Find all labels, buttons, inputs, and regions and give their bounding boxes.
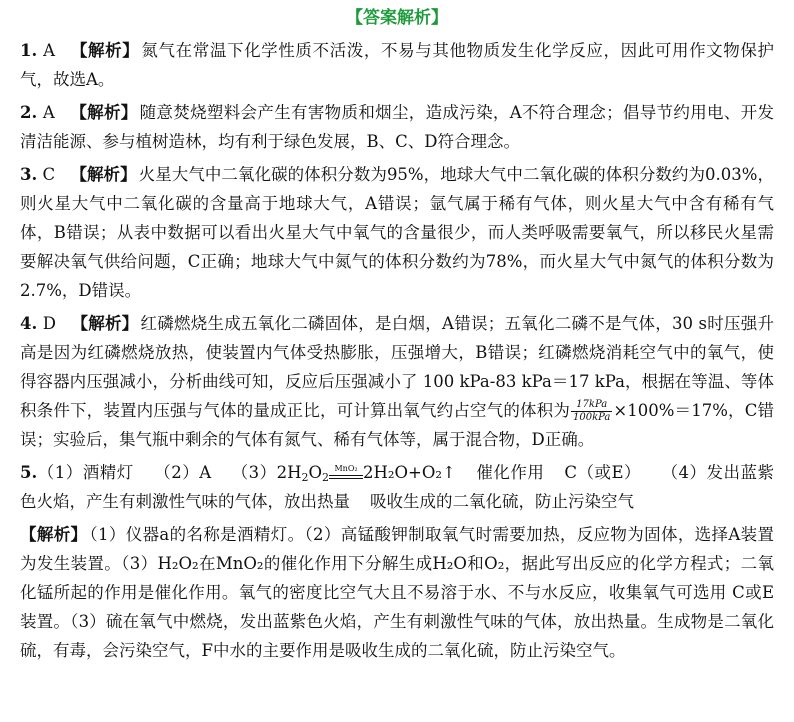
answer-item-4 — [20, 309, 774, 454]
q5-part4b: 吸收生成的二氧化硫，防止污染空气 — [370, 492, 634, 511]
fraction — [571, 399, 612, 424]
q5-part1: （1）酒精灯 — [37, 463, 134, 482]
q5-analysis-text: （1）仪器a的名称是酒精灯。（2）高锰酸钾制取氧气时需要加热，反应物为固体，选择A装置为发生装置。（3） — [20, 525, 775, 573]
analysis-text-continued: ×100%＝17%，C错误；实验后，集气瓶中剩余的气体有氮气、稀有气体等，属于混合物，D正确。 — [20, 401, 775, 449]
reaction-equals-sign — [329, 465, 363, 483]
answer-item-5: 5.（1）酒精灯 （2）A $(3)2H_2O_2$ MnO₂ 2H₂O+O₂↑ 催化作用 C（或E） （4）发出蓝紫色火焰，产生有刺激性气味的气体，放出热量 吸收生成的二氧化硫，防止污染空气 — [20, 463, 775, 511]
item-answer: D — [42, 314, 56, 333]
item-number: 4. — [20, 314, 38, 333]
analysis-text: 氮气在常温下化学性质不活泼，不易与其他物质发生化学反应，因此可用作文物保护气，故选A。 — [20, 41, 775, 89]
o-subscript: 2 — [322, 471, 330, 484]
answer-item-1 — [20, 36, 774, 94]
analysis-tag: 【解析】 — [71, 314, 139, 333]
q5-analysis — [20, 520, 774, 665]
q5-part4: （4）发出蓝紫色火焰，产生有刺激性气味的气体，放出热量 — [20, 463, 775, 511]
fraction-numerator: 17kPa — [571, 399, 612, 412]
item-answer: A — [43, 41, 56, 60]
q5-catalysis: 催化作用 — [475, 463, 545, 482]
analysis-text: 红磷燃烧生成五氧化二磷固体，是白烟，A错误；五氧化二磷不是气体，30 s时压强升高是因为红磷燃烧放热，使装置内气体受热膨胀，压强增大，B错误；红磷燃烧消耗空气中的氧气，使得容器内压强减小，分析曲线可知，反应后压强减小了 100 kPa-83 kPa＝17 kPa，根据在等温、等体积条件下，装置内压强与气体的量成正比，可计算出氧气约占空气的体积为 — [20, 314, 774, 420]
q5-analysis-text-continued: 在MnO₂的催化作用下分解生成H₂O和O₂，据此写出反应的化学方程式；二氧化锰所起的作用是催化作用。氧气的密度比空气大且不易溶于水、不与水反应，收集氧气可选用 C或E装置。（3）硫在氧气中燃烧，发出蓝紫色火焰，产生有刺激性气味的气体，放出热量。生成物是二氧化硫，有毒，会污染空气，F中水的主要作用是吸收生成的二氧化硫，防止污染空气。 — [20, 554, 775, 660]
answer-item-2 — [20, 98, 774, 156]
item-number: 5. — [20, 463, 38, 482]
analysis-tag: 【解析】 — [70, 103, 138, 122]
q5-part2: （2）A — [153, 463, 212, 482]
answer-item-3 — [20, 160, 774, 305]
fraction-denominator: 100kPa — [572, 412, 611, 423]
item-answer: C — [42, 165, 56, 184]
q5-part3: （3）2H — [231, 463, 302, 482]
section-title: 【答案解析】 — [346, 8, 448, 28]
reaction-products: 2H₂O+O₂↑ — [363, 463, 456, 482]
catalyst-label: MnO₂ — [334, 463, 358, 473]
analysis-tag: 【解析】 — [70, 41, 140, 60]
analysis-tag: 【解析】 — [20, 525, 88, 544]
analysis-text: 火星大气中二氧化碳的体积分数为95%，地球大气中二氧化碳的体积分数约为0.03%，则火星大气中二氧化碳的含量高于地球大气，A错误；氩气属于稀有气体，则火星大气中含有稀有气体，B错误；从表中数据可以看出火星大气中氧气的含量很少，而人类呼吸需要氧气，所以移民火星需要解决氧气供给问题，C正确；地球大气中氮气的体积分数约为78%，而火星大气中氮气的体积分数为2.7%，D错误。 — [20, 165, 775, 300]
h2o2-formula: H₂O₂ — [157, 554, 199, 573]
item-number: 1. — [20, 41, 38, 60]
item-answer: A — [42, 103, 55, 122]
h-subscript: 2 — [301, 471, 309, 484]
item-number: 2. — [20, 103, 38, 122]
analysis-tag: 【解析】 — [70, 165, 137, 184]
q5-collection: C（或E） — [564, 463, 642, 482]
item-number: 3. — [20, 165, 38, 184]
analysis-text: 随意焚烧塑料会产生有害物质和烟尘，造成污染，A不符合理念；倡导节约用电、开发清洁能源、参与植树造林，均有利于绿色发展，B、C、D符合理念。 — [20, 103, 775, 151]
